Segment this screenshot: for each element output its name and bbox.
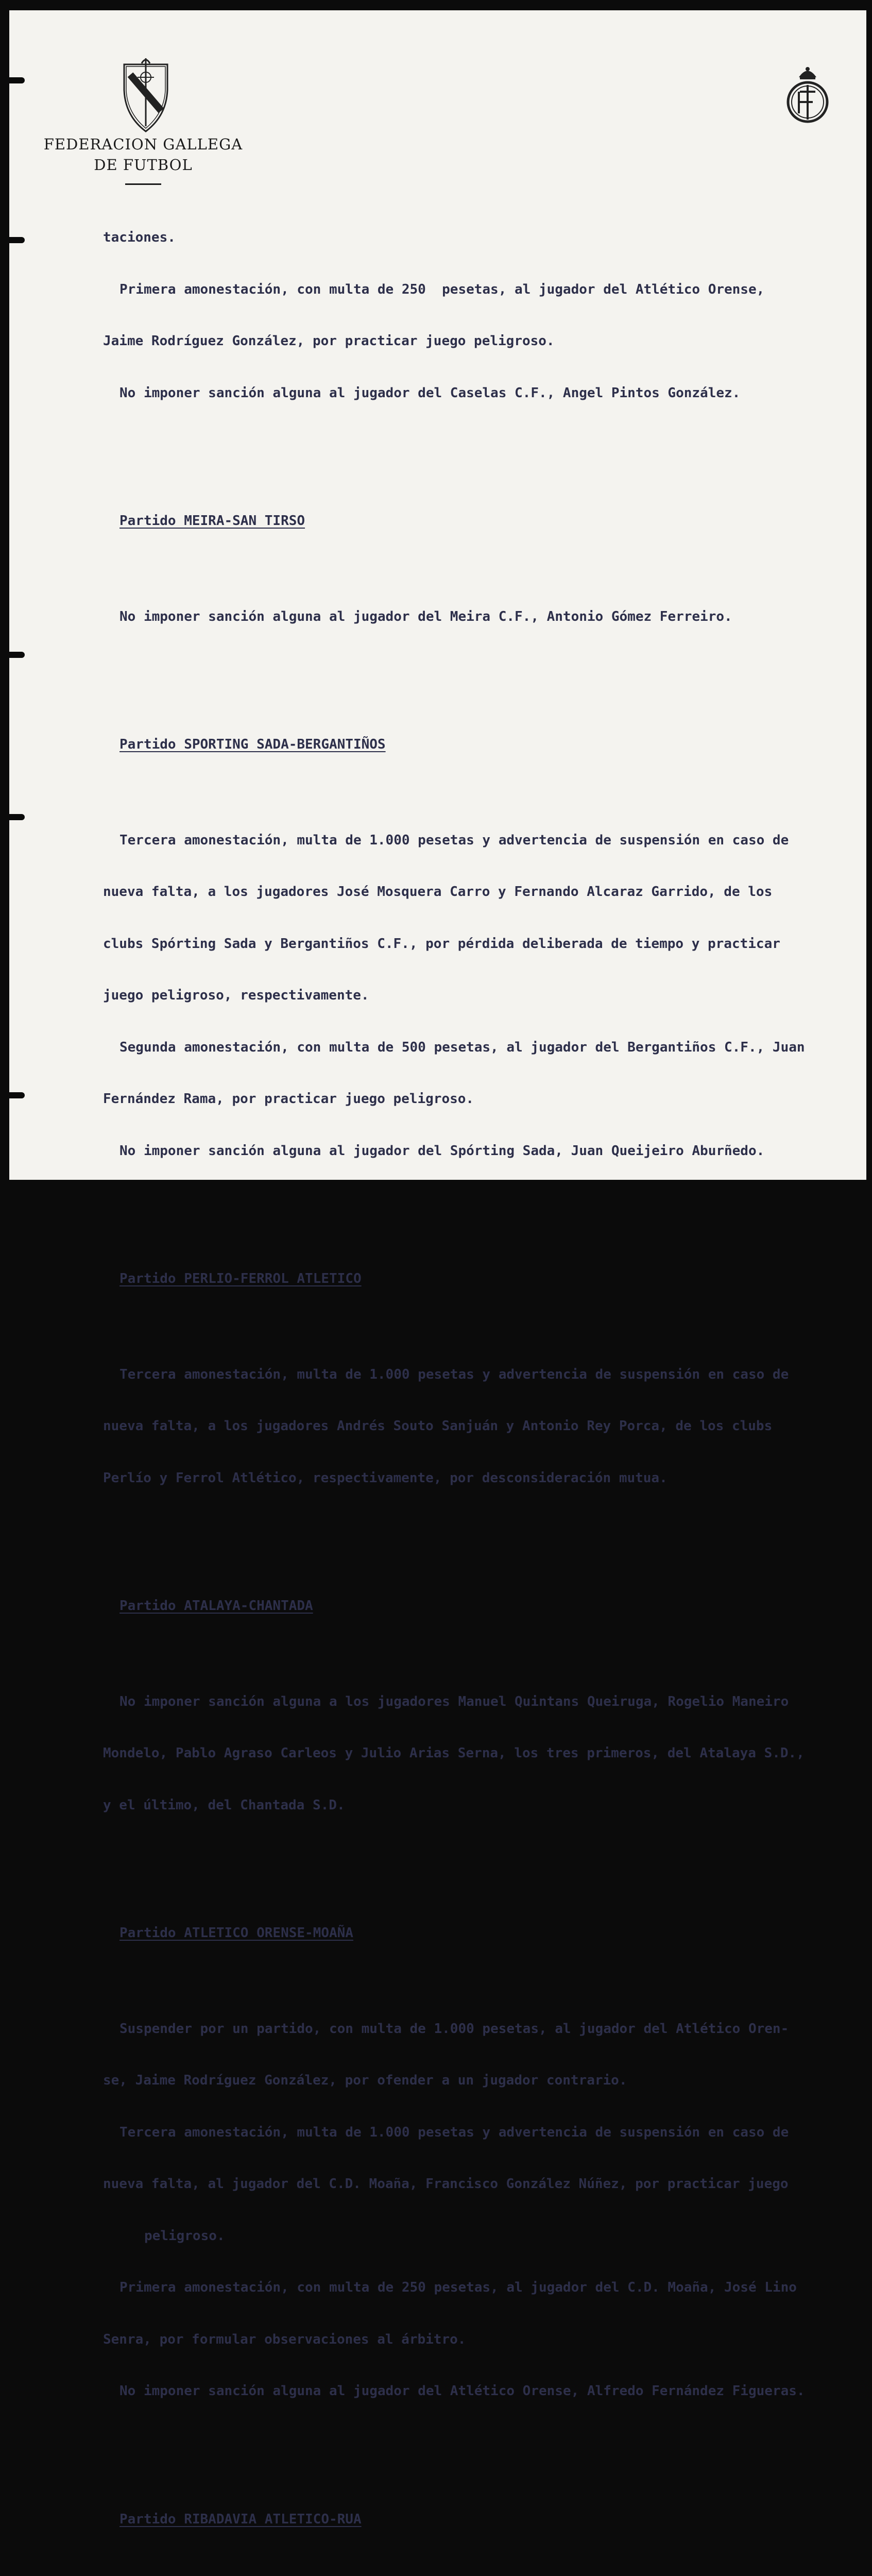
section-heading: Partido PERLIO-FERROL ATLETICO [119, 1271, 362, 1286]
federation-name-line1: FEDERACION GALLEGA [43, 135, 243, 153]
text-line: Tercera amonestación, multa de 1.000 pesetas y advertencia de suspensión en caso de [119, 832, 789, 848]
royal-spanish-federation-crest-icon [784, 62, 831, 129]
federation-name-line2: DE FUTBOL [94, 156, 193, 174]
binder-tab [9, 1092, 25, 1098]
text-line: nueva falta, a los jugadores José Mosquera Carro y Fernando Alcaraz Garrido, de los [103, 884, 773, 900]
section-heading: Partido ATALAYA-CHANTADA [119, 1598, 313, 1614]
section-heading: Partido RIBADAVIA ATLETICO-RUA [119, 2511, 362, 2527]
text-line: No imponer sanción alguna a los jugadores Manuel Quintans Queiruga, Rogelio Maneiro [119, 1693, 789, 1709]
text-line: Tercera amonestación, multa de 1.000 pesetas y advertencia de suspensión en caso de [119, 1366, 789, 1382]
intro-line: Primera amonestación, con multa de 250 pesetas, al jugador del Atlético Orense, [119, 281, 765, 297]
binder-tab [9, 237, 25, 243]
text-line: Senra, por formular observaciones al árbitro. [103, 2331, 466, 2347]
binder-tab [9, 814, 25, 820]
text-line: juego peligroso, respectivamente. [103, 988, 369, 1003]
text-line: No imponer sanción alguna al jugador del Meira C.F., Antonio Gómez Ferreiro. [119, 608, 732, 624]
text-line: Perlío y Ferrol Atlético, respectivamente, por desconsideración mutua. [103, 1470, 668, 1486]
text-line: clubs Spórting Sada y Bergantiños C.F., por pérdida deliberada de tiempo y practicar [103, 936, 780, 952]
text-line: se, Jaime Rodríguez González, por ofender a un jugador contrario. [103, 2073, 627, 2088]
federation-name [40, 134, 246, 175]
intro-line: taciones. [103, 230, 176, 245]
text-line: peligroso. [144, 2228, 225, 2244]
intro-line: No imponer sanción alguna al jugador del Caselas C.F., Angel Pintos González. [119, 385, 741, 401]
intro-line: Jaime Rodríguez González, por practicar juego peligroso. [103, 333, 555, 349]
letterhead-rule [125, 183, 161, 185]
section-heading: Partido ATLETICO ORENSE-MOAÑA [119, 1925, 353, 1941]
section-heading: Partido SPORTING SADA-BERGANTIÑOS [119, 737, 386, 752]
binder-tab [9, 652, 25, 658]
text-line: Primera amonestación, con multa de 250 pesetas, al jugador del C.D. Moaña, José Lino [119, 2280, 797, 2295]
text-line: Segunda amonestación, con multa de 500 pesetas, al jugador del Bergantiños C.F., Juan [119, 1039, 805, 1055]
text-line: Fernández Rama, por practicar juego peligroso. [103, 1091, 474, 1107]
section-heading: Partido MEIRA-SAN TIRSO [119, 513, 305, 529]
text-line: nueva falta, al jugador del C.D. Moaña, Francisco González Núñez, por practicar juego [103, 2176, 789, 2192]
text-line: Tercera amonestación, multa de 1.000 pesetas y advertencia de suspensión en caso de [119, 2124, 789, 2140]
text-line: y el último, del Chantada S.D. [103, 1797, 345, 1813]
document-page [9, 10, 866, 2527]
text-line: nueva falta, a los jugadores Andrés Souto Sanjuán y Antonio Rey Porca, de los clubs [103, 1418, 773, 1434]
binder-tab [9, 77, 25, 83]
text-line: Mondelo, Pablo Agraso Carleos y Julio Arias Serna, los tres primeros, del Atalaya S.D., [103, 1745, 805, 1761]
text-line: No imponer sanción alguna al jugador del Spórting Sada, Juan Queijeiro Aburñedo. [119, 1143, 765, 1159]
text-line: Suspender por un partido, con multa de 1.000 pesetas, al jugador del Atlético Oren- [119, 2021, 789, 2037]
text-line: No imponer sanción alguna al jugador del Atlético Orense, Alfredo Fernández Figueras. [119, 2383, 805, 2399]
galician-federation-crest-icon [120, 54, 172, 137]
document-body [103, 195, 865, 2576]
